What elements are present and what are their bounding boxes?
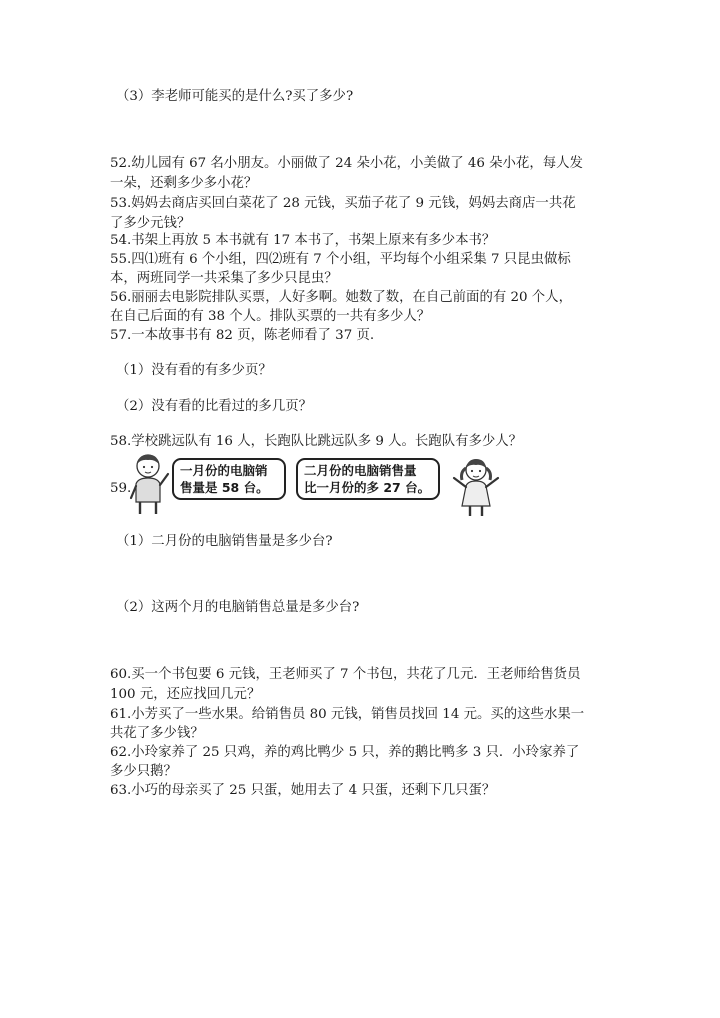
question-59-number: 59.: [110, 481, 132, 496]
question-57-sub-1: （1）没有看的有多少页？: [116, 363, 272, 378]
speech-bubble-february: [296, 458, 440, 500]
question-57: 57.一本故事书有 82 页，陈老师看了 37 页.: [110, 328, 375, 343]
question-60-line-1: 60.买一个书包要 6 元钱，王老师买了 7 个书包，共花了几元．王老师给售货员: [110, 667, 581, 682]
question-53-line-2: 了多少元钱？: [110, 216, 191, 231]
bubble-january-line-1: 一月份的电脑销: [180, 463, 268, 478]
question-53-line-1: 53.妈妈去商店买回白菜花了 28 元钱，买茄子花了 9 元钱，妈妈去商店一共花: [110, 196, 576, 211]
question-62-line-2: 多少只鹅？: [110, 764, 177, 779]
question-52-line-2: 一朵，还剩多少多小花？: [110, 176, 258, 191]
speech-bubble-january: [172, 458, 286, 500]
question-61-line-1: 61.小芳买了一些水果。给销售员 80 元钱，销售员找回 14 元。买的这些水果一: [110, 707, 585, 722]
girl-illustration: [448, 456, 504, 518]
question-60-line-2: 100 元，还应找回几元？: [110, 687, 261, 702]
bubble-january-line-2: 售量是 58 台。: [180, 480, 269, 495]
question-59-sub-1: （1）二月份的电脑销售量是多少台?: [116, 534, 333, 549]
boy-illustration: [126, 452, 172, 516]
question-57-sub-2: （2）没有看的比看过的多几页？: [116, 399, 312, 414]
bubble-february-line-2: 比一月份的多 27 台。: [304, 480, 431, 495]
question-59-figure: [110, 452, 510, 520]
question-55-line-2: 本，两班同学一共采集了多少只昆虫？: [110, 271, 338, 286]
question-62-line-1: 62.小玲家养了 25 只鸡，养的鸡比鸭少 5 只，养的鹅比鸭多 3 只．小玲家养了: [110, 745, 580, 760]
question-59-sub-2: （2）这两个月的电脑销售总量是多少台?: [116, 600, 360, 615]
question-56-line-1: 56.丽丽去电影院排队买票，人好多啊。她数了数，在自己前面的有 20 个人，: [110, 290, 572, 305]
question-56-line-2: 在自己后面的有 38 个人。排队买票的一共有多少人？: [110, 309, 431, 324]
question-52-line-1: 52.幼儿园有 67 名小朋友。小丽做了 24 朵小花，小美做了 46 朵小花，每人发: [110, 156, 583, 171]
question-57-3-subquestion: （3）李老师可能买的是什么?买了多少?: [116, 89, 354, 104]
question-54: 54.书架上再放 5 本书就有 17 本书了，书架上原来有多少本书？: [110, 233, 496, 248]
question-58: 58.学校跳远队有 16 人，长跑队比跳远队多 9 人。长跑队有多少人？: [110, 434, 523, 449]
question-61-line-2: 共花了多少钱？: [110, 726, 204, 741]
question-63: 63.小巧的母亲买了 25 只蛋，她用去了 4 只蛋，还剩下几只蛋？: [110, 783, 496, 798]
question-55-line-1: 55.四⑴班有 6 个小组，四⑵班有 7 个小组，平均每个小组采集 7 只昆虫做标: [110, 252, 571, 267]
bubble-february-line-1: 二月份的电脑销售量: [304, 463, 417, 478]
